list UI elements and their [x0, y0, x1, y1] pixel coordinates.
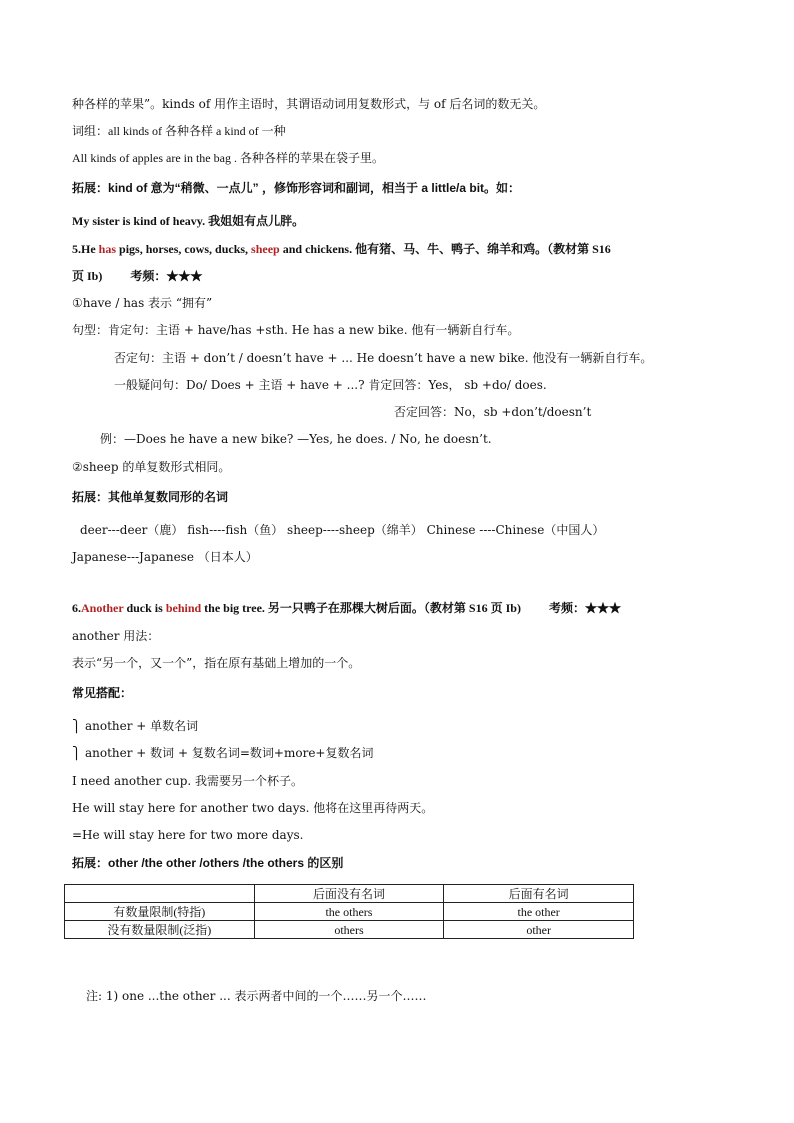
pattern-question: 一般疑问句：Do/ Does + 主语 + have + ...? 肯定回答：Yes， sb +do/ does.	[114, 378, 547, 392]
table-cell: the other	[444, 903, 634, 921]
frequency-label: 考频：★★★	[548, 601, 621, 615]
table-cell: other	[444, 921, 634, 939]
note-line: 注: 1) one ...the other ... 表示两者中间的一个……另一个……	[86, 989, 427, 1003]
section5-source	[72, 268, 202, 284]
highlight-behind: behind	[165, 601, 202, 615]
negative-answer: 否定回答：No，sb +don’t/doesn’t	[394, 405, 592, 419]
section-number: 6.	[72, 601, 81, 615]
section5-expand: 拓展：其他单复数同形的名词	[72, 490, 229, 504]
example-sentence: He will stay here for another two days. 他将在这里再待两天。	[72, 801, 434, 815]
highlight-another: Another	[81, 601, 124, 615]
collocation-text: another + 单数名词	[85, 719, 199, 733]
table-header-cell	[65, 885, 255, 903]
table-header-cell: 后面有名词	[444, 885, 634, 903]
section6-expand: 拓展：other /the other /others /the others 的区别	[72, 856, 344, 870]
intro-line: 种各样的苹果”。kinds of 用作主语时，其谓语动词用复数形式，与 of 后名词的数无关。	[72, 97, 546, 111]
frequency-label: 考频：★★★	[130, 269, 203, 283]
table-cell: others	[254, 921, 444, 939]
example-sentence: I need another cup. 我需要另一个杯子。	[72, 774, 304, 788]
expand-line	[72, 180, 520, 196]
expand-example: My sister is kind of heavy. 我姐姐有点儿胖。	[72, 214, 305, 228]
section6-heading	[72, 600, 621, 616]
table-row	[65, 903, 634, 921]
section5-example: 例：—Does he have a new bike? —Yes, he does. / No, he doesn’t.	[100, 432, 492, 446]
highlight-has: has	[98, 242, 117, 256]
pattern-negative: 否定句：主语 + don’t / doesn’t have + ... He doesn’t have a new bike. 他没有一辆新自行车。	[114, 351, 653, 365]
expand-text: kind of 意为“稍微、一点儿” ，修饰形容词和副词，相当于 a little/a bit。如：	[108, 181, 521, 195]
intro-example: All kinds of apples are in the bag . 各种各样的苹果在袋子里。	[72, 151, 384, 165]
heading-text: duck is	[123, 601, 166, 615]
table-cell: the others	[254, 903, 444, 921]
affirm-text: 肯定句：主语 + have/has +sth. He has a new bike. 他有一辆新自行车。	[108, 323, 520, 337]
example-sentence: =He will stay here for two more days.	[72, 828, 304, 842]
bracket-icon: ⎫	[72, 719, 81, 733]
point-1: ①have / has 表示 “拥有”	[72, 296, 213, 310]
heading-text: He	[81, 242, 99, 256]
phrase-label: 词组：	[72, 124, 109, 138]
source-text: 页 Ib)	[72, 269, 103, 283]
section5-heading	[72, 241, 611, 257]
table-header-row	[65, 885, 634, 903]
noun-list: Japanese---Japanese （日本人）	[72, 550, 258, 564]
collocation-text: another + 数词 + 复数名词=数词+more+复数名词	[85, 746, 374, 760]
table-cell: 有数量限制(特指)	[65, 903, 255, 921]
table-header-cell: 后面没有名词	[254, 885, 444, 903]
phrase-text: all kinds of 各种各样 a kind of 一种	[108, 124, 286, 138]
heading-text: pigs, horses, cows, ducks,	[116, 242, 252, 256]
expand-label: 拓展：	[72, 181, 109, 195]
table-cell: 没有数量限制(泛指)	[65, 921, 255, 939]
meaning-line: 表示“另一个，又一个”，指在原有基础上增加的一个。	[72, 656, 361, 670]
section-number: 5.	[72, 242, 81, 256]
pattern-affirm	[72, 322, 519, 338]
collocation-item	[72, 718, 198, 734]
collocation-label: 常见搭配：	[72, 686, 133, 700]
collocation-item	[72, 745, 373, 761]
table-row	[65, 921, 634, 939]
usage-label: another 用法：	[72, 629, 160, 643]
bracket-icon: ⎫	[72, 746, 81, 760]
highlight-sheep: sheep	[251, 242, 280, 256]
noun-list: deer---deer（鹿） fish----fish（鱼） sheep----sheep（绵羊） Chinese ----Chinese（中国人）	[80, 523, 605, 537]
heading-text: the big tree. 另一只鸭子在那棵大树后面。（教材第 S16 页 Ib)	[201, 601, 521, 615]
comparison-table	[64, 884, 634, 939]
pattern-label: 句型：	[72, 323, 109, 337]
point-2: ②sheep 的单复数形式相同。	[72, 460, 231, 474]
heading-text: and chickens. 他有猪、马、牛、鸭子、绵羊和鸡。（教材第 S16	[279, 242, 611, 256]
phrase-line	[72, 123, 286, 139]
